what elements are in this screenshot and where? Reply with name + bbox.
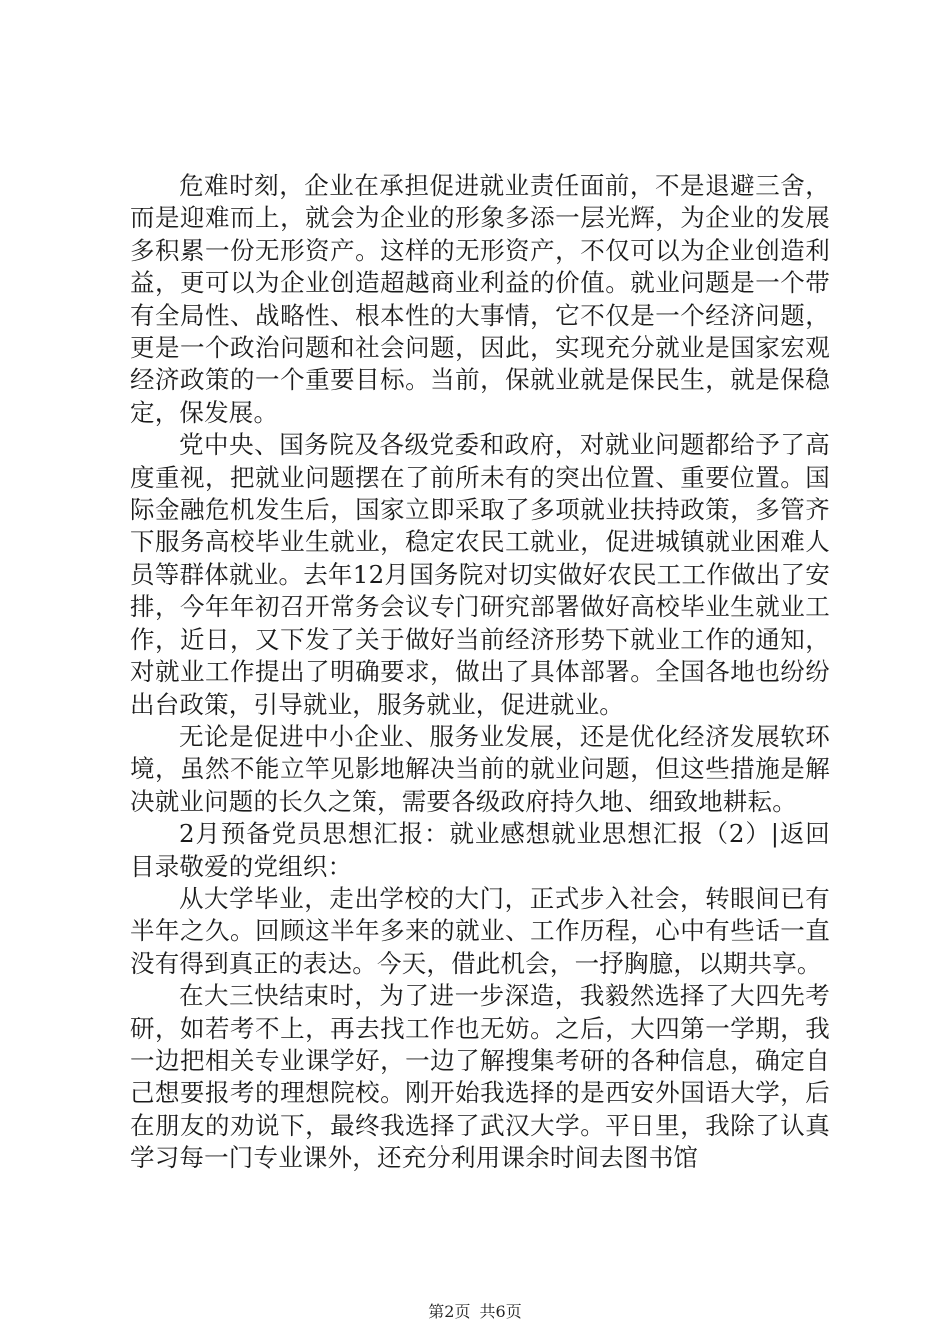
paragraph: 无论是促进中小企业、服务业发展，还是优化经济发展软环境，虽然不能立竿见影地解决当前的就业问题，但这些措施是解决就业问题的长久之策，需要各级政府持久地、细致地耕耘。 — [130, 721, 830, 816]
page-total: 共6页 — [479, 1302, 522, 1321]
page-footer — [0, 1302, 950, 1322]
paragraph: 从大学毕业，走出学校的大门，正式步入社会，转眼间已有半年之久。回顾这半年多来的就业、工作历程，心中有些话一直没有得到真正的表达。今天，借此机会，一抒胸臆，以期共享。 — [130, 883, 830, 978]
paragraph: 危难时刻，企业在承担促进就业责任面前，不是退避三舍，而是迎难而上，就会为企业的形象多添一层光辉，为企业的发展多积累一份无形资产。这样的无形资产，不仅可以为企业创造利益，更可以为企业创造超越商业利益的价值。就业问题是一个带有全局性、战略性、根本性的大事情，它不仅是一个经济问题，更是一个政治问题和社会问题，因此，实现充分就业是国家宏观经济政策的一个重要目标。当前，保就业就是保民生，就是保稳定，保发展。 — [130, 171, 830, 427]
section-heading: 2月预备党员思想汇报：就业感想就业思想汇报（2）|返回目录敬爱的党组织： — [130, 819, 830, 881]
paragraph: 在大三快结束时，为了进一步深造，我毅然选择了大四先考研，如若考不上，再去找工作也无妨。之后，大四第一学期，我一边把相关专业课学好，一边了解搜集考研的各种信息，确定自己想要报考的理想院校。刚开始我选择的是西安外国语大学，后在朋友的劝说下，最终我选择了武汉大学。平日里，我除了认真学习每一门专业课外，还充分利用课余时间去图书馆 — [130, 981, 830, 1173]
paragraph: 党中央、国务院及各级党委和政府，对就业问题都给予了高度重视，把就业问题摆在了前所未有的突出位置、重要位置。国际金融危机发生后，国家立即采取了多项就业扶持政策，多管齐下服务高校毕业生就业，稳定农民工就业，促进城镇就业困难人员等群体就业。去年12月国务院对切实做好农民工工作做出了安排，今年年初召开常务会议专门研究部署做好高校毕业生就业工作，近日，又下发了关于做好当前经济形势下就业工作的通知，对就业工作提出了明确要求，做出了具体部署。全国各地也纷纷出台政策，引导就业，服务就业，促进就业。 — [130, 430, 830, 719]
document-body — [130, 170, 830, 1175]
page-number: 第2页 — [428, 1302, 471, 1321]
